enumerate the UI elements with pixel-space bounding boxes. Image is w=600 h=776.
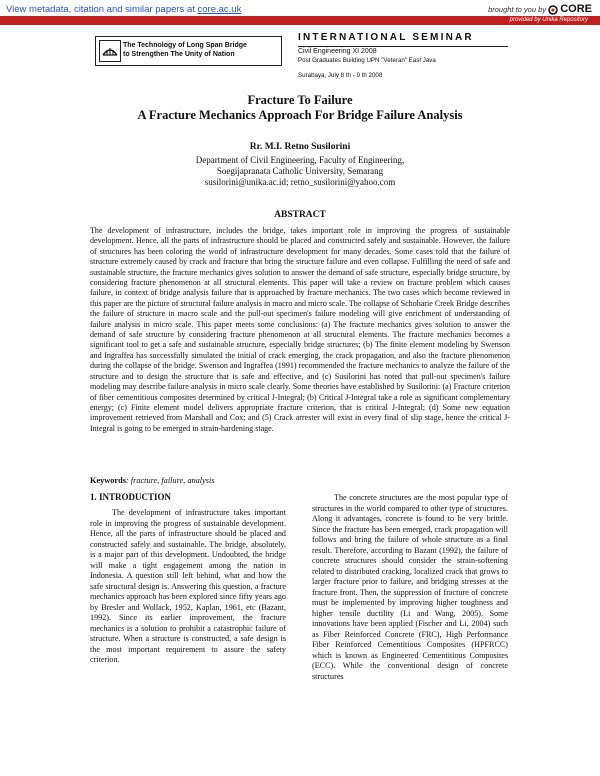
intro-column-left: The development of infrastructure takes important role in improving the progress of sustainable development. Hence, all the parts of infrastructure should be placed and constructed safely and sustainable. The bridge, absolutely, is a major part of this development. Undoubted, the bridge will make a tight engagement among the nation in Indonesia. A question still left behind, what and how the safe structural design is. Answering this question, a fracture mechanics approach has been explored since fifty years ago by Bresler and Wollack, 1952, Kaplan, 1961, etc (Bazant, 1992). Since its earlier improvement, the fracture mechanics is a solution to prohibit a catastrophic failure of structure. When a structure is constructed, a safe design is the most important requirement to assure the safety criterion. — [90, 508, 286, 664]
author-emails: susilorini@unika.ac.id; retno_susilorini@yahoo.com — [204, 177, 396, 187]
core-badge[interactable] — [488, 3, 592, 15]
intro-column-right: The concrete structures are the most popular type of structures in the world compared to other type of structures. Along it advantages, concrete is found to be very brittle. Since the fracture has been emerged, crack propagation will follows and bring the failure of whole structure as a final result. Therefore, according to Bazant (1992), the failure of concrete structures should consider the strain-softening related to distributed cracking, localized crack that grows to larger fracture prior to failure, and bridging stresses at the fracture front. Then, the suppression of fracture of concrete must be implemented by improving higher toughness and higher tensile ductility (Li and Wang, 2005). Some innovations have been applied (Fischer and Li, 2004) such as Fiber Reinforced Concrete (FRC), High Performance Fiber Reinforced Cementitious Composites (HPFRCC) which is known as Engineered Cementitious Composites (ECC). While the conventional design of concrete structures — [312, 493, 508, 681]
abstract-body: The development of infrastructure, includes the bridge, takes important role in improving the progress of sustainable development. Hence, all the parts of infrastructure should be placed and constructed safely and sustainable. However, the failure of structures has been coloring the world of infrastructure development for many decades. Some cases told that the failure of structure extremely caused by crack and fracture that bring the structure failure and even collapse. Fulfilling the need of safe and sustainable structure, the fracture mechanics gives solution to answer the demand of safe structure, especially bridge structure, by considering fracture phenomenon at all structural elements. This paper will take a review on fracture problem which causes failure, in context of bridge analysis failure that is approached by fracture mechanics. The two cases which become reviewed in this paper are the picture of structural failure analysis in macro and micro scale. The collapse of Schoharie Creek Bridge describes the failure of structure in macro scale and the pull-out specimen's failure modeling will give enrichment of understanding of failure analysis in micro scale. This paper meets some conclusions: (a) The fracture mechanics gives solution to answer the demand of safe structure by considering fracture phenomenon at all structural elements. The fracture mechanics becomes a significant tool to get a safe and sustainable structure, especially bridge structures; (b) The finite element modeling by Swenson and Ingraffea has successfully simulated the initial of crack emerging, the crack propagation, and also the fracture phenomenon during the collapse of the bridge. Swenson and Ingraffea (1991) recommended the fracture mechanics to analyze the failure of the structure and to design the structure that is safe and effective, and (c) Susilorini has noted that pull-out specimen's failure modeling may describe failure analysis in micro scale clearly. Some theories have established by Susilorini: (a) Fracture criterion of fiber cementitious composites determined by critical J-Integral; (b) Critical J-Integral take a role as significant complementary energy; (c) Finite element model delivers appropriate fracture criterion, that is critical J-Integral; (d) Some new equation improvement retrieved from Marshall and Cox; and (5) Crack arrester will exist in every final of slip stage, hence the critical J-Integral is going to be emerged in strain-hardening stage. — [90, 226, 510, 433]
logo-tagline — [123, 41, 247, 59]
abstract-heading: ABSTRACT — [274, 210, 326, 220]
provided-by-bar — [0, 16, 600, 25]
metadata-link-text: View metadata, citation and similar papers at — [6, 4, 195, 15]
keywords-label: Keywords — [90, 476, 126, 485]
section-heading-introduction: 1. INTRODUCTION — [90, 492, 172, 502]
seminar-logo-box — [95, 36, 282, 66]
seminar-venue: Post Graduates Building UPN "Veteran" East Java — [298, 57, 436, 64]
affiliation-line2: Soegijapranata Catholic University, Semarang — [216, 166, 384, 176]
logo-tagline-line1: The Technology of Long Span Bridge — [123, 42, 247, 49]
affiliation-line1: Department of Civil Engineering, Faculty of Engineering, — [195, 155, 405, 165]
logo-tagline-line2: to Strengthen The Unity of Nation — [123, 51, 235, 58]
metadata-link[interactable] — [6, 4, 241, 15]
brought-by-text: brought to you by — [488, 5, 547, 14]
seminar-title: INTERNATIONAL SEMINAR — [298, 32, 474, 43]
keywords — [90, 476, 215, 485]
provided-by-text: provided by Unika Repository — [509, 17, 588, 23]
author-name: Rr. M.I. Retno Susilorini — [249, 142, 351, 152]
core-logo-icon — [548, 5, 558, 15]
keywords-list: : fracture, failure, analysis — [125, 476, 215, 485]
paper-title-line1: Fracture To Failure — [247, 93, 353, 107]
bridge-logo-icon — [99, 40, 121, 62]
core-brand: CORE — [560, 3, 592, 15]
top-bar — [0, 0, 600, 22]
seminar-divider — [298, 46, 508, 47]
seminar-event: Civil Engineering XI 2008 — [298, 48, 377, 55]
seminar-header — [298, 32, 474, 79]
seminar-date: Surabaya, July 8 th - 9 th 2008 — [298, 72, 383, 79]
core-site-link[interactable]: core.ac.uk — [197, 4, 242, 15]
paper-title-line2: A Fracture Mechanics Approach For Bridge Failure Analysis — [137, 108, 463, 122]
